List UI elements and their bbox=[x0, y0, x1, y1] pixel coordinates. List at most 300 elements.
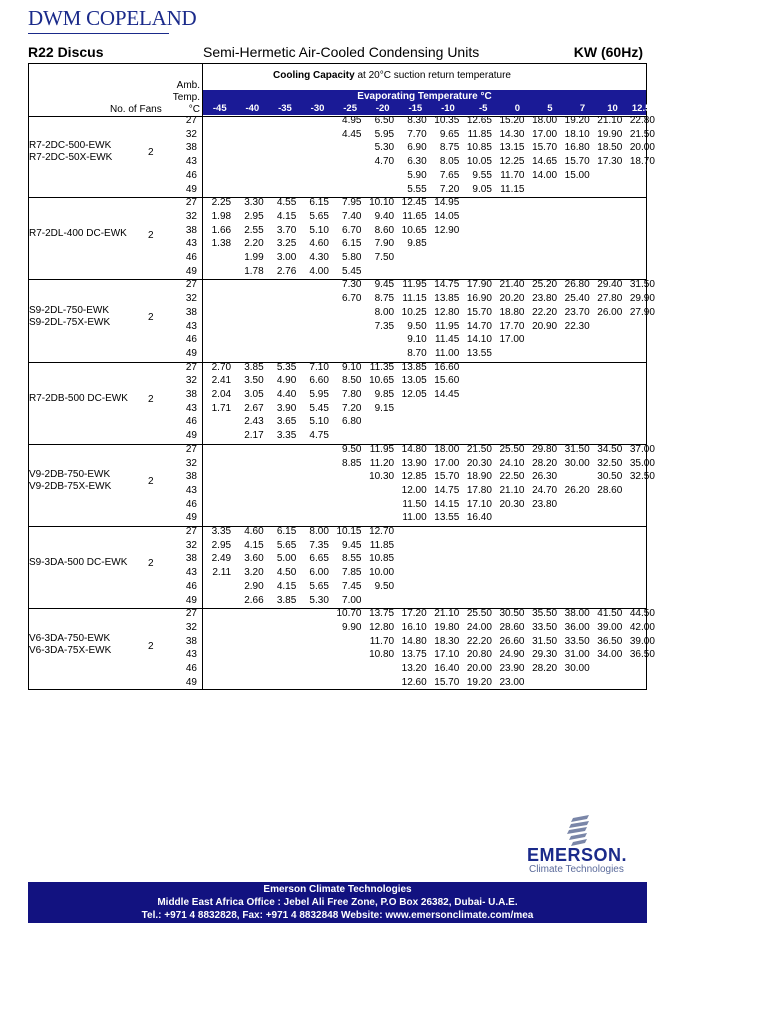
capacity-cell: 14.65 bbox=[532, 156, 558, 168]
capacity-cell: 5.10 bbox=[309, 416, 329, 428]
capacity-cell: 7.80 bbox=[342, 389, 362, 400]
capacity-cell: 4.90 bbox=[276, 375, 297, 387]
capacity-cell: 36.50 bbox=[629, 649, 655, 661]
emerson-subtitle: Climate Technologies bbox=[529, 864, 624, 875]
capacity-cell: 26.00 bbox=[597, 306, 623, 318]
capacity-cell: 18.90 bbox=[466, 471, 492, 483]
capacity-cell: 13.55 bbox=[434, 512, 460, 524]
capacity-cell: 4.70 bbox=[374, 156, 395, 168]
capacity-cell: 3.70 bbox=[276, 224, 297, 236]
ambient-temp: 27 bbox=[185, 197, 197, 209]
capacity-cell: 11.95 bbox=[369, 443, 395, 455]
capacity-cell: 5.95 bbox=[309, 389, 329, 400]
capacity-cell: 23.80 bbox=[532, 293, 558, 305]
degc-label: °C bbox=[188, 104, 200, 115]
capacity-cell: 8.30 bbox=[407, 115, 427, 126]
capacity-cell: 11.65 bbox=[402, 210, 427, 222]
capacity-cell: 36.00 bbox=[564, 621, 590, 633]
capacity-cell: 38.00 bbox=[564, 608, 590, 620]
capacity-cell: 17.10 bbox=[466, 498, 492, 510]
capacity-cell: 4.15 bbox=[244, 539, 264, 551]
ambient-temp: 43 bbox=[185, 567, 197, 579]
capacity-cell: 29.40 bbox=[597, 279, 623, 291]
capacity-cell: 4.45 bbox=[342, 128, 362, 140]
capacity-cell: 3.65 bbox=[276, 416, 297, 428]
ambient-temp: 38 bbox=[185, 635, 197, 647]
capacity-cell: 36.50 bbox=[597, 635, 623, 647]
evap-temp-header: -45 bbox=[212, 103, 227, 114]
capacity-cell: 31.50 bbox=[532, 635, 558, 647]
capacity-cell: 35.00 bbox=[629, 457, 655, 469]
capacity-cell: 7.35 bbox=[309, 539, 329, 551]
capacity-cell: 30.50 bbox=[499, 608, 525, 620]
capacity-cell: 5.55 bbox=[407, 183, 427, 195]
capacity-cell: 15.70 bbox=[532, 142, 558, 154]
capacity-cell: 9.05 bbox=[472, 183, 492, 195]
capacity-cell: 27.80 bbox=[597, 293, 623, 305]
ambient-temp: 49 bbox=[185, 512, 197, 524]
model-name: S9-3DA-500 DC-EWK bbox=[29, 557, 128, 569]
capacity-cell: 21.10 bbox=[434, 608, 460, 620]
capacity-cell: 10.65 bbox=[401, 224, 427, 236]
ambient-temp: 46 bbox=[185, 416, 197, 428]
capacity-cell: 1.66 bbox=[211, 224, 232, 236]
model-name: S9-2DL-750-EWK bbox=[29, 304, 110, 316]
capacity-cell: 6.70 bbox=[342, 224, 362, 236]
capacity-cell: 1.98 bbox=[211, 210, 232, 222]
capacity-cell: 33.50 bbox=[532, 621, 558, 633]
model-name: V6-3DA-75X-EWK bbox=[29, 645, 112, 657]
ambient-temp: 38 bbox=[185, 306, 197, 318]
capacity-cell: 44.50 bbox=[629, 608, 655, 620]
evap-temp-header: -15 bbox=[408, 103, 423, 114]
fans-count: 2 bbox=[148, 476, 154, 488]
capacity-cell: 18.50 bbox=[597, 142, 623, 154]
capacity-cell: 3.35 bbox=[211, 526, 232, 537]
capacity-cell: 10.15 bbox=[336, 526, 362, 537]
capacity-cell: 11.00 bbox=[435, 347, 460, 359]
capacity-cell: 7.50 bbox=[374, 252, 395, 263]
capacity-cell: 15.00 bbox=[564, 169, 590, 181]
capacity-cell: 9.50 bbox=[374, 580, 395, 592]
capacity-cell: 16.40 bbox=[466, 512, 492, 524]
capacity-cell: 11.50 bbox=[402, 498, 427, 510]
evap-temp-header: -30 bbox=[310, 103, 325, 114]
capacity-cell: 15.70 bbox=[434, 471, 460, 483]
capacity-cell: 41.50 bbox=[597, 608, 623, 620]
capacity-cell: 14.15 bbox=[434, 498, 460, 510]
capacity-cell: 13.15 bbox=[499, 142, 525, 154]
capacity-cell: 5.30 bbox=[374, 142, 395, 154]
ambient-temp: 46 bbox=[185, 252, 197, 263]
capacity-cell: 2.17 bbox=[244, 430, 264, 442]
capacity-cell: 32.50 bbox=[597, 457, 623, 469]
capacity-cell: 11.70 bbox=[369, 635, 395, 647]
capacity-cell: 23.70 bbox=[564, 306, 590, 318]
capacity-cell: 2.43 bbox=[244, 416, 264, 428]
capacity-cell: 9.50 bbox=[342, 443, 362, 455]
ambient-temp: 49 bbox=[185, 594, 197, 606]
capacity-cell: 2.76 bbox=[276, 265, 297, 277]
capacity-cell: 13.75 bbox=[369, 608, 395, 620]
capacity-cell: 17.10 bbox=[434, 649, 460, 661]
capacity-cell: 6.15 bbox=[309, 197, 329, 209]
capacity-cell: 21.40 bbox=[499, 279, 525, 291]
footer-company: Emerson Climate Technologies bbox=[263, 884, 412, 895]
capacity-cell: 20.30 bbox=[499, 498, 525, 510]
capacity-cell: 4.00 bbox=[309, 265, 329, 277]
capacity-cell: 12.25 bbox=[499, 156, 525, 168]
capacity-cell: 9.15 bbox=[374, 402, 395, 414]
capacity-cell: 10.85 bbox=[369, 553, 395, 565]
capacity-cell: 14.70 bbox=[466, 320, 492, 332]
ambient-temp: 46 bbox=[185, 580, 197, 592]
capacity-cell: 5.10 bbox=[309, 224, 329, 236]
capacity-cell: 11.85 bbox=[467, 128, 492, 140]
ambient-temp: 27 bbox=[185, 279, 197, 291]
capacity-cell: 6.90 bbox=[407, 142, 427, 154]
evap-title: Evaporating Temperature °C bbox=[357, 91, 492, 102]
capacity-cell: 3.35 bbox=[276, 430, 297, 442]
capacity-cell: 14.05 bbox=[434, 210, 460, 222]
capacity-cell: 12.45 bbox=[401, 197, 427, 209]
capacity-cell: 11.15 bbox=[402, 293, 427, 305]
product-description: Semi-Hermetic Air-Cooled Condensing Units bbox=[203, 44, 480, 60]
capacity-cell: 5.80 bbox=[342, 252, 362, 263]
ambient-temp: 27 bbox=[185, 526, 197, 537]
capacity-cell: 29.30 bbox=[532, 649, 558, 661]
capacity-cell: 13.20 bbox=[401, 663, 427, 674]
capacity-cell: 2.66 bbox=[244, 594, 264, 606]
capacity-cell: 7.65 bbox=[439, 169, 460, 181]
capacity-cell: 13.85 bbox=[401, 361, 427, 373]
capacity-cell: 21.50 bbox=[629, 128, 655, 140]
capacity-cell: 28.20 bbox=[532, 457, 558, 469]
capacity-cell: 22.50 bbox=[499, 471, 525, 483]
capacity-cell: 39.00 bbox=[629, 635, 655, 647]
footer-contact: Tel.: +971 4 8832828, Fax: +971 4 8832848 Website: www.emersonclimate.com/mea bbox=[141, 910, 534, 921]
capacity-cell: 25.20 bbox=[532, 279, 558, 291]
capacity-cell: 16.60 bbox=[434, 361, 460, 373]
evap-temp-header: 10 bbox=[607, 103, 618, 114]
capacity-cell: 11.70 bbox=[500, 169, 525, 181]
evap-temp-header: -5 bbox=[478, 103, 488, 114]
capacity-cell: 8.75 bbox=[439, 142, 460, 154]
capacity-cell: 16.80 bbox=[564, 142, 590, 154]
capacity-cell: 15.20 bbox=[499, 115, 525, 126]
capacity-cell: 28.60 bbox=[597, 484, 623, 496]
capacity-cell: 10.70 bbox=[336, 608, 362, 620]
fans-count: 2 bbox=[148, 558, 154, 570]
capacity-cell: 2.49 bbox=[211, 553, 232, 565]
capacity-cell: 5.45 bbox=[342, 265, 362, 277]
capacity-cell: 8.05 bbox=[439, 156, 460, 168]
capacity-cell: 33.50 bbox=[564, 635, 590, 647]
capacity-cell: 8.60 bbox=[374, 224, 395, 236]
capacity-cell: 3.85 bbox=[276, 594, 297, 606]
capacity-cell: 11.20 bbox=[369, 457, 395, 469]
footer-contact-bar bbox=[28, 882, 647, 923]
capacity-cell: 13.05 bbox=[401, 375, 427, 387]
capacity-cell: 29.90 bbox=[629, 293, 655, 305]
capacity-cell: 4.40 bbox=[276, 389, 297, 400]
ambient-temp: 46 bbox=[185, 334, 197, 346]
capacity-cell: 12.85 bbox=[401, 471, 427, 483]
capacity-cell: 29.80 bbox=[532, 443, 558, 455]
capacity-cell: 11.35 bbox=[369, 361, 395, 373]
capacity-cell: 18.80 bbox=[499, 306, 525, 318]
emerson-mark-icon bbox=[527, 815, 647, 847]
dwm-copeland-logo bbox=[28, 6, 197, 34]
capacity-cell: 6.00 bbox=[309, 567, 329, 579]
capacity-cell: 11.00 bbox=[402, 512, 427, 524]
evap-temp-header: 0 bbox=[514, 103, 520, 114]
capacity-cell: 10.35 bbox=[434, 115, 460, 126]
ambient-temp: 46 bbox=[185, 663, 197, 674]
capacity-cell: 6.70 bbox=[342, 293, 362, 305]
ambient-temp: 43 bbox=[185, 484, 197, 496]
evap-temp-header: -20 bbox=[375, 103, 390, 114]
ambient-temp: 49 bbox=[185, 676, 197, 688]
capacity-cell: 11.95 bbox=[435, 320, 460, 332]
capacity-cell: 9.40 bbox=[374, 210, 395, 222]
ambient-temp: 43 bbox=[185, 402, 197, 414]
capacity-cell: 9.45 bbox=[342, 539, 362, 551]
capacity-cell: 15.70 bbox=[434, 676, 460, 688]
logo-underline bbox=[28, 33, 169, 34]
cooling-capacity-caption bbox=[273, 70, 511, 81]
model-name: R7-2DC-50X-EWK bbox=[29, 152, 113, 164]
capacity-cell: 7.10 bbox=[309, 361, 329, 373]
ambient-temp: 38 bbox=[185, 142, 197, 154]
capacity-cell: 23.80 bbox=[532, 498, 558, 510]
capacity-cell: 4.50 bbox=[276, 567, 297, 579]
capacity-cell: 25.50 bbox=[466, 608, 492, 620]
capacity-cell: 17.20 bbox=[401, 608, 427, 620]
capacity-cell: 24.70 bbox=[532, 484, 558, 496]
capacity-cell: 2.95 bbox=[244, 210, 264, 222]
capacity-cell: 10.10 bbox=[369, 197, 395, 209]
capacity-cell: 3.60 bbox=[244, 553, 264, 565]
capacity-cell: 19.90 bbox=[597, 128, 623, 140]
evap-temp-header: 7 bbox=[579, 103, 586, 114]
ambient-temp: 27 bbox=[185, 361, 197, 373]
capacity-cell: 22.80 bbox=[629, 115, 655, 126]
capacity-cell: 31.50 bbox=[564, 443, 590, 455]
capacity-cell: 10.80 bbox=[369, 649, 395, 661]
capacity-cell: 5.65 bbox=[276, 539, 297, 551]
capacity-cell: 5.90 bbox=[407, 169, 427, 181]
capacity-cell: 25.50 bbox=[499, 443, 525, 455]
ambient-temp: 38 bbox=[185, 224, 197, 236]
model-name: V6-3DA-750-EWK bbox=[29, 633, 111, 645]
capacity-cell: 6.15 bbox=[342, 238, 362, 250]
top-separator bbox=[202, 63, 203, 64]
capacity-cell: 13.85 bbox=[434, 293, 460, 305]
capacity-cell: 4.15 bbox=[276, 210, 297, 222]
ambient-temp: 49 bbox=[185, 265, 197, 277]
capacity-cell: 3.85 bbox=[244, 361, 264, 373]
capacity-cell: 20.00 bbox=[466, 663, 492, 674]
capacity-cell: 15.60 bbox=[434, 375, 460, 387]
ambient-temp: 32 bbox=[185, 621, 197, 633]
capacity-cell: 2.20 bbox=[244, 238, 264, 250]
capacity-cell: 37.00 bbox=[629, 443, 655, 455]
capacity-cell: 2.55 bbox=[244, 224, 264, 236]
capacity-cell: 10.30 bbox=[369, 471, 395, 483]
capacity-cell: 3.50 bbox=[244, 375, 264, 387]
ambient-temp: 49 bbox=[185, 183, 197, 195]
capacity-cell: 14.45 bbox=[434, 389, 460, 400]
capacity-cell: 14.30 bbox=[499, 128, 525, 140]
ambient-temp: 27 bbox=[185, 443, 197, 455]
capacity-cell: 9.85 bbox=[407, 238, 427, 250]
evap-temp-header: -25 bbox=[343, 103, 357, 114]
capacity-cell: 28.20 bbox=[532, 663, 558, 674]
capacity-cell: 7.70 bbox=[407, 128, 427, 140]
capacity-cell: 24.00 bbox=[466, 621, 492, 633]
capacity-cell: 5.65 bbox=[309, 210, 329, 222]
capacity-cell: 14.00 bbox=[532, 169, 558, 181]
amb-label: Amb. bbox=[176, 80, 200, 91]
capacity-cell: 23.90 bbox=[499, 663, 525, 674]
capacity-cell: 4.75 bbox=[309, 430, 329, 442]
capacity-cell: 14.10 bbox=[466, 334, 492, 346]
capacity-cell: 20.00 bbox=[629, 142, 655, 154]
capacity-cell: 2.67 bbox=[244, 402, 264, 414]
model-name: R7-2DB-500 DC-EWK bbox=[29, 392, 128, 404]
capacity-cell: 24.90 bbox=[499, 649, 525, 661]
capacity-cell: 17.80 bbox=[466, 484, 492, 496]
capacity-cell: 4.55 bbox=[276, 197, 297, 209]
ambient-temp: 38 bbox=[185, 471, 197, 483]
capacity-cell: 8.75 bbox=[374, 293, 395, 305]
capacity-cell: 24.10 bbox=[499, 457, 525, 469]
model-name: R7-2DC-500-EWK bbox=[29, 140, 112, 152]
capacity-cell: 11.85 bbox=[369, 539, 395, 551]
capacity-cell: 7.40 bbox=[342, 210, 362, 222]
capacity-cell: 10.05 bbox=[466, 156, 492, 168]
capacity-cell: 2.90 bbox=[244, 580, 264, 592]
capacity-cell: 3.90 bbox=[276, 402, 297, 414]
capacity-cell: 9.10 bbox=[407, 334, 427, 346]
unit-label: KW (60Hz) bbox=[573, 44, 643, 60]
ambient-temp: 43 bbox=[185, 320, 197, 332]
ambient-temp: 32 bbox=[185, 539, 197, 551]
ambient-temp: 43 bbox=[185, 156, 197, 168]
capacity-cell: 4.30 bbox=[309, 252, 329, 263]
ambient-temp: 46 bbox=[185, 498, 197, 510]
capacity-cell: 14.80 bbox=[401, 635, 427, 647]
capacity-cell: 17.00 bbox=[532, 128, 558, 140]
ambient-temp: 49 bbox=[185, 347, 197, 359]
capacity-cell: 35.50 bbox=[532, 608, 558, 620]
capacity-cell: 14.95 bbox=[434, 197, 460, 209]
capacity-cell: 6.30 bbox=[407, 156, 427, 168]
fans-count: 2 bbox=[148, 229, 154, 241]
capacity-cell: 7.00 bbox=[342, 594, 362, 606]
ambient-temp: 46 bbox=[185, 169, 197, 181]
capacity-cell: 7.20 bbox=[439, 183, 460, 195]
capacity-cell: 20.20 bbox=[499, 293, 525, 305]
fans-count: 2 bbox=[148, 147, 154, 159]
capacity-cell: 2.95 bbox=[211, 539, 232, 551]
ambient-temp: 43 bbox=[185, 649, 197, 661]
capacity-cell: 6.50 bbox=[374, 115, 395, 126]
no-of-fans-label: No. of Fans bbox=[110, 104, 162, 115]
capacity-cell: 12.00 bbox=[401, 484, 427, 496]
capacity-cell: 14.75 bbox=[434, 484, 460, 496]
capacity-cell: 8.55 bbox=[342, 553, 362, 565]
capacity-cell: 31.00 bbox=[564, 649, 590, 661]
capacity-cell: 8.70 bbox=[407, 347, 427, 359]
capacity-cell: 18.00 bbox=[532, 115, 558, 126]
capacity-cell: 39.00 bbox=[597, 621, 623, 633]
capacity-cell: 7.35 bbox=[374, 320, 395, 332]
capacity-cell: 6.15 bbox=[276, 526, 297, 537]
ambient-temp: 49 bbox=[185, 430, 197, 442]
capacity-cell: 9.55 bbox=[472, 169, 492, 181]
capacity-cell: 8.00 bbox=[309, 526, 329, 537]
capacity-cell: 5.95 bbox=[374, 128, 395, 140]
ambient-temp: 32 bbox=[185, 210, 197, 222]
capacity-cell: 19.20 bbox=[564, 115, 590, 126]
capacity-cell: 1.38 bbox=[211, 238, 232, 250]
capacity-cell: 4.15 bbox=[276, 580, 297, 592]
capacity-cell: 6.65 bbox=[309, 553, 329, 565]
capacity-cell: 20.30 bbox=[466, 457, 492, 469]
ambient-temp: 32 bbox=[185, 293, 197, 305]
capacity-cell: 7.85 bbox=[342, 567, 362, 579]
capacity-cell: 10.00 bbox=[369, 567, 395, 579]
capacity-cell: 11.95 bbox=[402, 279, 427, 291]
emerson-wordmark: EMERSON. bbox=[527, 845, 628, 865]
evap-temp-header: -40 bbox=[245, 103, 260, 114]
capacity-cell: 17.00 bbox=[499, 334, 525, 346]
capacity-cell: 5.35 bbox=[276, 361, 297, 373]
capacity-cell: 22.20 bbox=[466, 635, 492, 647]
temp-label: Temp. bbox=[172, 92, 200, 103]
capacity-cell: 14.80 bbox=[401, 443, 427, 455]
capacity-cell: 7.95 bbox=[342, 197, 362, 209]
evaporating-temp-header bbox=[203, 90, 651, 115]
capacity-cell: 13.90 bbox=[401, 457, 427, 469]
evap-temp-header: 12.5 bbox=[631, 103, 651, 114]
capacity-cell: 9.10 bbox=[342, 361, 362, 373]
capacity-cell: 5.45 bbox=[309, 402, 329, 414]
fans-count: 2 bbox=[148, 311, 154, 323]
ambient-temp: 38 bbox=[185, 389, 197, 400]
capacity-cell: 8.85 bbox=[342, 457, 362, 469]
capacity-cell: 7.90 bbox=[374, 238, 395, 250]
capacity-cell: 16.40 bbox=[434, 663, 460, 674]
capacity-cell: 32.50 bbox=[629, 471, 655, 483]
capacity-cell: 30.00 bbox=[564, 457, 590, 469]
capacity-cell: 7.20 bbox=[342, 402, 362, 414]
capacity-cell: 26.80 bbox=[564, 279, 590, 291]
logo-text: DWM COPELAND bbox=[28, 6, 197, 30]
capacity-cell: 20.90 bbox=[532, 320, 558, 332]
capacity-cell: 23.00 bbox=[499, 676, 525, 688]
ambient-temp: 27 bbox=[185, 115, 197, 126]
capacity-cell: 2.04 bbox=[211, 389, 232, 400]
capacity-cell: 22.30 bbox=[564, 320, 590, 332]
capacity-cell: 3.05 bbox=[244, 389, 264, 400]
capacity-cell: 18.10 bbox=[564, 128, 590, 140]
capacity-cell: 10.85 bbox=[466, 142, 492, 154]
ambient-temp: 27 bbox=[185, 608, 197, 620]
capacity-cell: 10.25 bbox=[401, 306, 427, 318]
